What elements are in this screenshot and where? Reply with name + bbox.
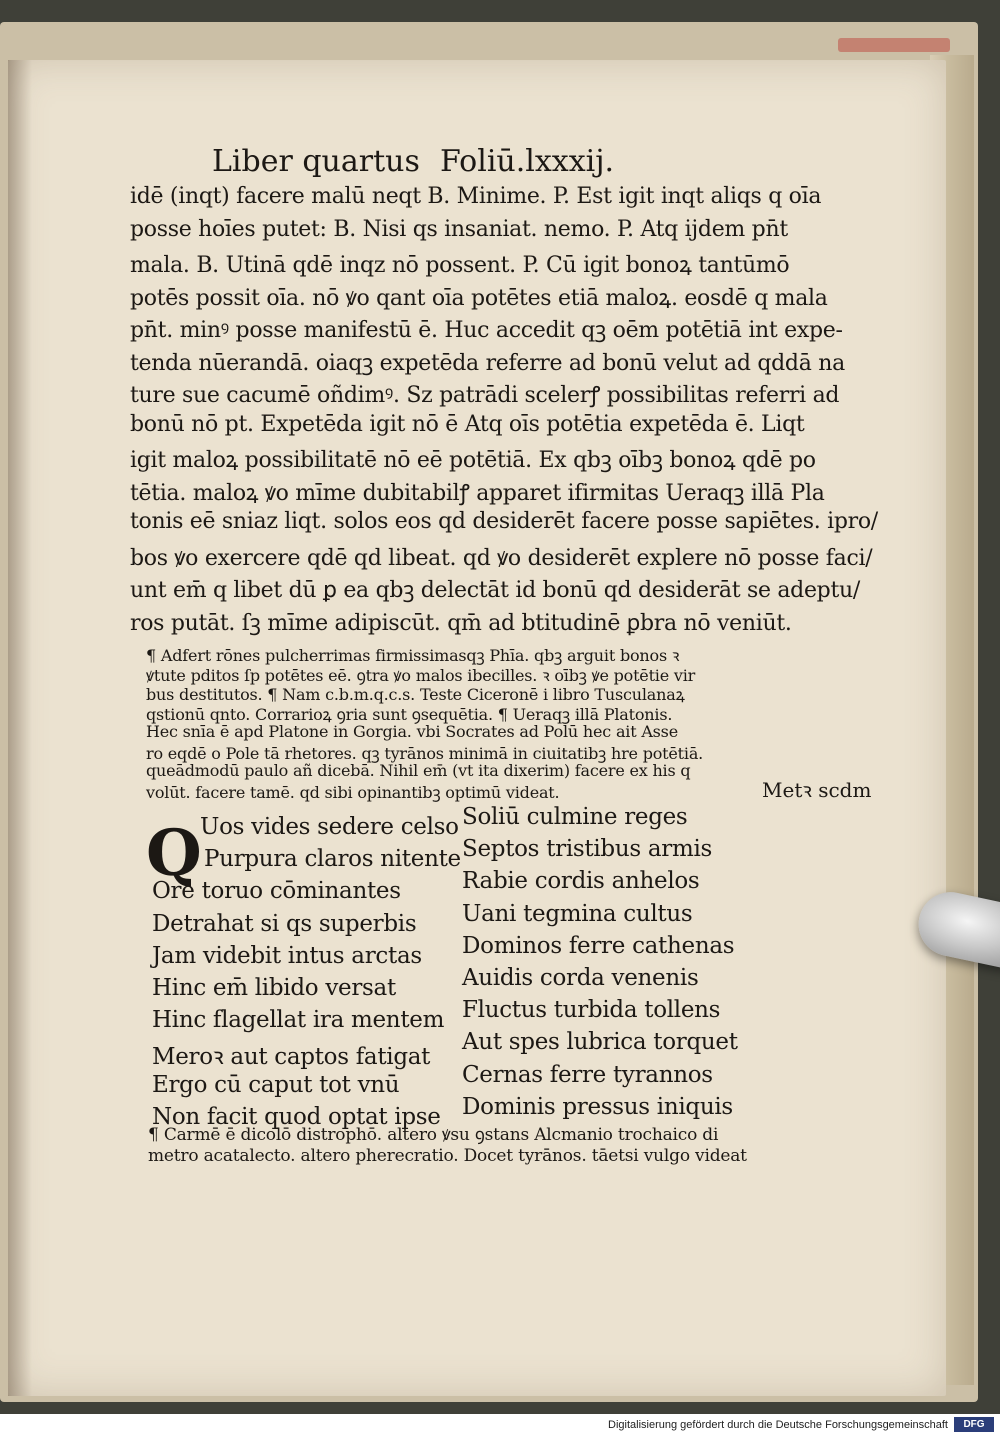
dfg-logo: DFG <box>954 1417 994 1432</box>
text-line: igit maloꝝ possibilitatē nō eē potētiā. Ex qbꝫ oībꝫ bonoꝝ qdē po <box>130 448 816 473</box>
verse-line: Auidis corda venenis <box>462 965 699 991</box>
text-line: idē (inqt) facere malū neqt B. Minime. P. Est igit inqt aliqs q oīa <box>130 184 822 209</box>
footnote-line: metro acatalecto. altero pherecratio. Docet tyrānos. tāetsi vulgo videat <box>148 1146 747 1166</box>
verse-line: Purpura claros nitente <box>204 846 461 873</box>
commentary-line: bus destitutos. ¶ Nam c.b.m.q.c.s. Teste Ciceronē i libro Tusculanaꝝ <box>146 685 685 704</box>
commentary-line: qstionū qnto. Corrarioꝝ ꝯria sunt ꝯsequētia. ¶ Ueraqꝫ illā Platonis. <box>146 704 673 724</box>
funding-credit: Digitalisierung gefördert durch die Deutsche Forschungsgemeinschaft <box>608 1419 948 1431</box>
verse-line: Cernas ferre tyrannos <box>462 1061 713 1088</box>
text-line: posse hoīes putet: B. Nisi qs insaniat. nemo. P. Atq ijdem pn̄t <box>130 216 788 242</box>
verse-line: Meroꝛ aut captos fatigat <box>152 1044 431 1071</box>
text-line: potēs possit oīa. nō ꝟo qant oīa potētes etiā maloꝝ. eosdē q mala <box>130 285 828 311</box>
verse-line: Non facit quod optat ipse <box>152 1103 441 1130</box>
commentary-line: volūt. facere tamē. qd sibi opinantibꝫ optimū videat. <box>146 782 560 802</box>
folio-number: Foliū.lxxxij. <box>440 144 615 179</box>
verse-line: Hinc em̄ libido versat <box>152 975 396 1001</box>
verse-line: Rabie cordis anhelos <box>462 868 700 895</box>
commentary-line: ¶ Adfert rōnes pulcherrimas firmissimasqꝫ Phīa. qbꝫ arguit bonos ꝛ <box>146 646 680 665</box>
verse-line: Detrahat si qs superbis <box>152 910 417 937</box>
text-line: bonū nō pt. Expetēda igit nō ē Atq oīs potētia expetēda ē. Liqt <box>130 411 805 437</box>
verse-line: Uani tegmina cultus <box>462 900 693 927</box>
verse-line: Hinc flagellat ira mentem <box>152 1007 445 1034</box>
verse-line: Aut spes lubrica torquet <box>462 1029 738 1056</box>
verse-line: Septos tristibus armis <box>462 836 713 863</box>
commentary-line: ro eqdē o Pole tā rhetores. qꝫ tyrānos minimā in ciuitatibꝫ hre potētiā. <box>146 743 704 763</box>
margin-note: Metꝛ scdm <box>762 778 872 802</box>
verse-line: Ergo cū caput tot vnū <box>152 1071 400 1098</box>
verse-line: Soliū culmine reges <box>462 804 688 830</box>
text-line: tenda nūerandā. oiaqꝫ expetēda referre ad bonū velut ad qddā na <box>130 350 845 376</box>
text-line: bos ꝟo exercere qdē qd libeat. qd ꝟo desiderēt explere nō posse faci/ <box>130 545 873 571</box>
running-header-title: Liber quartus <box>212 144 420 179</box>
commentary-line: ꝟtute pditos ſp potētes eē. ꝯtra ꝟo malos ibecilles. ꝛ oībꝫ ꝟe potētie vir <box>146 665 696 685</box>
text-line: tētia. maloꝝ ꝟo mīme dubitabilꝭ apparet ifirmitas Ueraqꝫ illā Pla <box>130 480 825 506</box>
verse-line: Uos vides sedere celso <box>200 814 459 840</box>
verse-line: Jam videbit intus arctas <box>152 942 422 969</box>
text-line: pn̄t. minꝰ posse manifestū ē. Huc accedit qꝫ oēm potētiā int expe- <box>130 318 843 343</box>
drop-capital: Q <box>146 816 202 891</box>
verse-line: Fluctus turbida tollens <box>462 997 721 1024</box>
footnote-line: ¶ Carmē ē dicolō distrophō. altero ꝟsu ꝯstans Alcmanio trochaico di <box>148 1125 719 1145</box>
verse-line: Dominos ferre cathenas <box>462 932 735 959</box>
verse-line: Dominis pressus iniquis <box>462 1093 733 1120</box>
text-line: tonis eē sniaz liqt. solos eos qd desiderēt facere posse sapiētes. ipro/ <box>130 509 878 534</box>
commentary-line: queādmodū paulo añ dicebā. Nihil em̄ (vt ita dixerim) facere ex his q <box>146 761 691 780</box>
spine-shadow <box>8 60 32 1396</box>
text-line: ture sue cacumē oñdimꝰ. Sz patrādi scelerꝭ possibilitas referri ad <box>130 383 840 408</box>
text-line: unt em̄ q libet dū ꝑ ea qbꝫ delectāt id bonū qd desiderāt se adeptu/ <box>130 578 860 603</box>
red-stamp-mark <box>838 38 950 52</box>
verse-line: Ore toruo cōminantes <box>152 878 401 905</box>
text-line: mala. B. Utinā qdē inqz nō possent. P. Cū igit bonoꝝ tantūmō <box>130 253 790 278</box>
commentary-line: Hec snīa ē apd Platone in Gorgia. vbi Socrates ad Polū hec ait Asse <box>146 722 678 741</box>
text-line: ros putāt. ſꝫ mīme adipiscūt. qm̄ ad btitudinē ꝑbra nō veniūt. <box>130 610 792 636</box>
